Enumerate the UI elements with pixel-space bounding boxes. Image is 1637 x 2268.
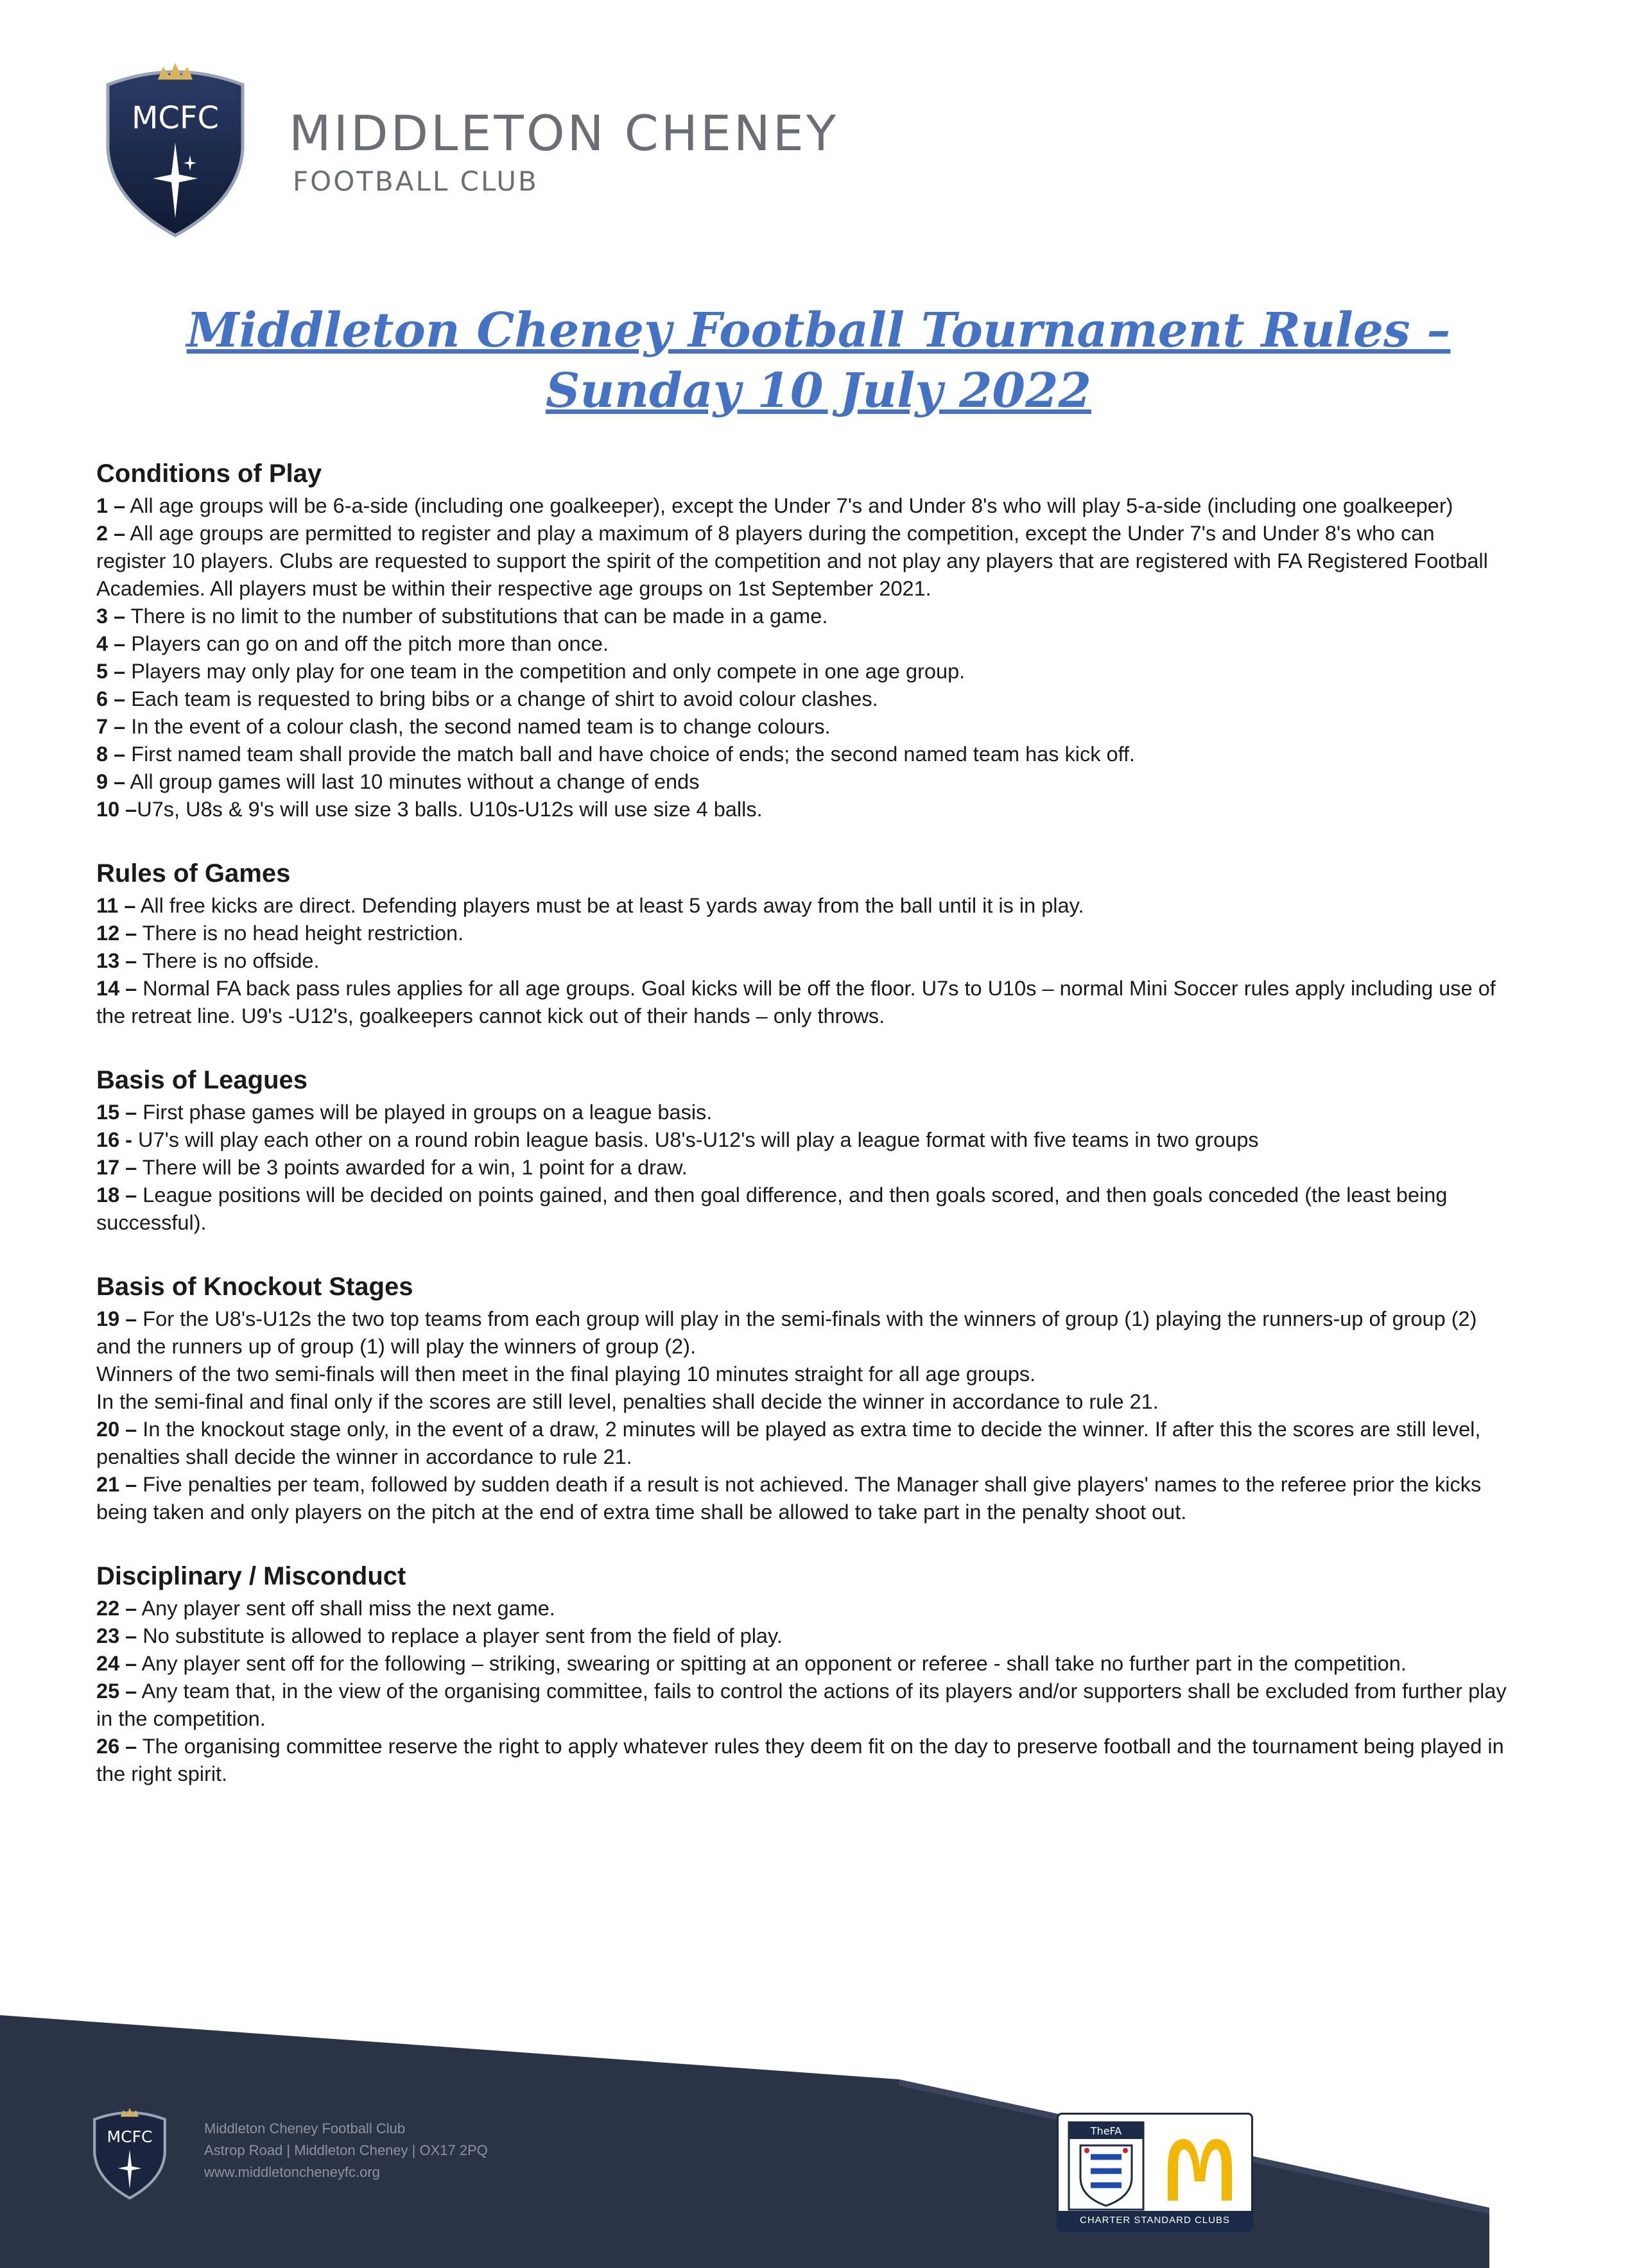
footer-crest-label: MCFC [107,2127,153,2146]
rule-item [96,1126,1509,1154]
rule-text: There is no head height restriction. [137,922,464,945]
rule-number: 25 – [96,1680,137,1703]
club-name [289,105,839,197]
rule-item [96,920,1509,947]
rule-text: There will be 3 points awarded for a win, 1 point for a draw. [137,1156,688,1179]
partner-logos [1057,2113,1253,2232]
rule-text: In the knockout stage only, in the event of a draw, 2 minutes will be played as extra time to decide the winner. If after this the scores are still level, penalties shall decide the winner in accordance to rule 21. [96,1418,1481,1468]
footer-crest-icon [91,2100,168,2203]
rule-number: 20 – [96,1418,137,1441]
rule-text: Any team that, in the view of the organising committee, fails to control the actions of its players and/or supporters shall be excluded from further play in the competition. [96,1680,1507,1730]
rule-text: Any player sent off for the following – striking, swearing or spitting at an opponent or referee - shall take no further part in the competition. [137,1652,1407,1675]
rule-item [96,1416,1509,1471]
rule-item [96,1471,1509,1526]
rule-text: Players can go on and off the pitch more than once. [125,632,609,655]
section-heading: Disciplinary / Misconduct [96,1562,406,1590]
rule-number: 19 – [96,1307,137,1330]
rule-number: 22 – [96,1597,137,1620]
rule-text: All age groups will be 6-a-side (including one goalkeeper), except the Under 7's and Under 8's who will play 5-a-side (including one goalkeeper) [125,494,1453,517]
mcdonalds-logo-icon [1161,2130,1238,2207]
rule-item [96,1733,1509,1788]
rule-number: 8 – [96,743,126,766]
rule-number: 17 – [96,1156,137,1179]
rule-item [96,520,1509,603]
rule-text: All age groups are permitted to register and play a maximum of 8 players during the competition, except the Under 7's and Under 8's who can register 10 players. Clubs are requested to support the spirit of the competition and not play any players that are registered with FA Registered Football Academies. All players must be within their respective age groups on 1st September 2021. [96,522,1488,600]
rule-item [96,685,1509,713]
rule-number: 15 – [96,1101,137,1124]
rule-item [96,1650,1509,1678]
rule-number: 6 – [96,687,126,710]
rule-text: Winners of the two semi-finals will then meet in the final playing 10 minutes straight for all age groups. [96,1362,1036,1386]
rule-item [96,768,1509,796]
section-heading: Conditions of Play [96,460,322,488]
rules-section [96,859,1509,1030]
rule-text: Players may only play for one team in the competition and only compete in one age group. [125,660,966,683]
rule-text: In the semi-final and final only if the scores are still level, penalties shall decide the winner in accordance to rule 21. [96,1390,1159,1413]
rule-item [96,1361,1509,1388]
rule-number: 24 – [96,1652,137,1675]
rules-content [96,460,1509,1824]
fa-badge-icon [1068,2121,1145,2211]
rule-item [96,658,1509,685]
rules-section [96,1066,1509,1237]
rule-item [96,1595,1509,1622]
rule-item [96,741,1509,768]
rule-item [96,713,1509,741]
rule-text: There is no offside. [137,949,320,972]
rule-item [96,492,1509,520]
section-heading: Basis of Leagues [96,1066,308,1094]
rule-item [96,1622,1509,1650]
rule-item [96,1388,1509,1416]
rule-number: 26 – [96,1735,137,1758]
rule-text: All group games will last 10 minutes without a change of ends [125,770,700,793]
footer-address [204,2118,488,2183]
rule-text: No substitute is allowed to replace a player sent from the field of play. [137,1624,783,1647]
rule-number: 7 – [96,715,126,738]
rule-text: For the U8's-U12s the two top teams from each group will play in the semi-finals with the winners of group (1) playing the runners-up of group (2) and the runners up of group (1) will play the winners of group (2). [96,1307,1477,1358]
rule-number: 14 – [96,977,137,1000]
rule-text: The organising committee reserve the right to apply whatever rules they deem fit on the day to preserve football and the tournament being played in the right spirit. [96,1735,1504,1785]
rule-number: 9 – [96,770,126,793]
rule-item [96,1305,1509,1361]
rule-text: Each team is requested to bring bibs or a change of shirt to avoid colour clashes. [125,687,878,710]
rule-item [96,1099,1509,1126]
rule-item [96,1678,1509,1733]
footer-website[interactable]: www.middletoncheneyfc.org [204,2164,380,2180]
rule-text: First named team shall provide the match ball and have choice of ends; the second named team has kick off. [125,743,1136,766]
rule-item [96,796,1509,823]
rule-number: 16 - [96,1128,133,1151]
section-heading: Basis of Knockout Stages [96,1273,413,1301]
rule-text: U7's will play each other on a round robin league basis. U8's-U12's will play a league format with five teams in two groups [132,1128,1259,1151]
rule-number: 12 – [96,922,137,945]
rule-number: 2 – [96,522,126,545]
rule-item [96,947,1509,975]
club-name-line2: FOOTBALL CLUB [293,166,539,197]
rule-item [96,603,1509,630]
document-title: Middleton Cheney Football Tournament Rules – Sunday 10 July 2022 [186,303,1451,418]
rule-text: U7s, U8s & 9's will use size 3 balls. U10s-U12s will use size 4 balls. [137,798,763,821]
rule-text: In the event of a colour clash, the second named team is to change colours. [125,715,831,738]
rule-item [96,1181,1509,1237]
rule-number: 4 – [96,632,126,655]
rule-item [96,1154,1509,1181]
rule-item [96,892,1509,920]
rule-number: 3 – [96,605,126,628]
rules-section [96,1562,1509,1788]
rule-number: 13 – [96,949,137,972]
rule-text: League positions will be decided on points gained, and then goal difference, and then goals scored, and then goals conceded (the least being successful). [96,1183,1448,1234]
rule-text: There is no limit to the number of substitutions that can be made in a game. [125,605,828,628]
rule-number: 10 – [96,798,137,821]
rule-text: All free kicks are direct. Defending players must be at least 5 yards away from the ball until it is in play. [135,894,1084,917]
rule-item [96,975,1509,1030]
rules-section [96,1273,1509,1526]
crest-label: MCFC [131,100,220,136]
fa-label: TheFA [1090,2125,1122,2137]
rule-item [96,630,1509,658]
rule-number: 21 – [96,1473,137,1496]
rule-number: 11 – [96,894,136,917]
club-name-line1: MIDDLETON CHENEY [289,105,839,162]
section-heading: Rules of Games [96,859,291,888]
rule-text: Five penalties per team, followed by sudden death if a result is not achieved. The Manager shall give players' names to the referee prior the kicks being taken and only players on the pitch at the end of extra time shall be allowed to take part in the penalty shoot out. [96,1473,1482,1524]
rule-text: Normal FA back pass rules applies for all age groups. Goal kicks will be off the floor. U7s to U10s – normal Mini Soccer rules apply including use of the retreat line. U9's -U12's, goalkeepers cannot kick out of their hands – only throws. [96,977,1496,1027]
footer-club-name: Middleton Cheney Football Club [204,2120,406,2136]
rule-number: 23 – [96,1624,137,1647]
club-crest-icon [101,53,249,239]
rule-number: 18 – [96,1183,137,1207]
footer-address-line: Astrop Road | Middleton Cheney | OX17 2PQ [204,2142,488,2158]
rule-text: Any player sent off shall miss the next game. [137,1597,555,1620]
rule-number: 5 – [96,660,126,683]
rule-text: First phase games will be played in groups on a league basis. [137,1101,713,1124]
rules-section [96,460,1509,823]
rule-number: 1 – [96,494,126,517]
charter-standard-label: CHARTER STANDARD CLUBS [1059,2211,1251,2230]
